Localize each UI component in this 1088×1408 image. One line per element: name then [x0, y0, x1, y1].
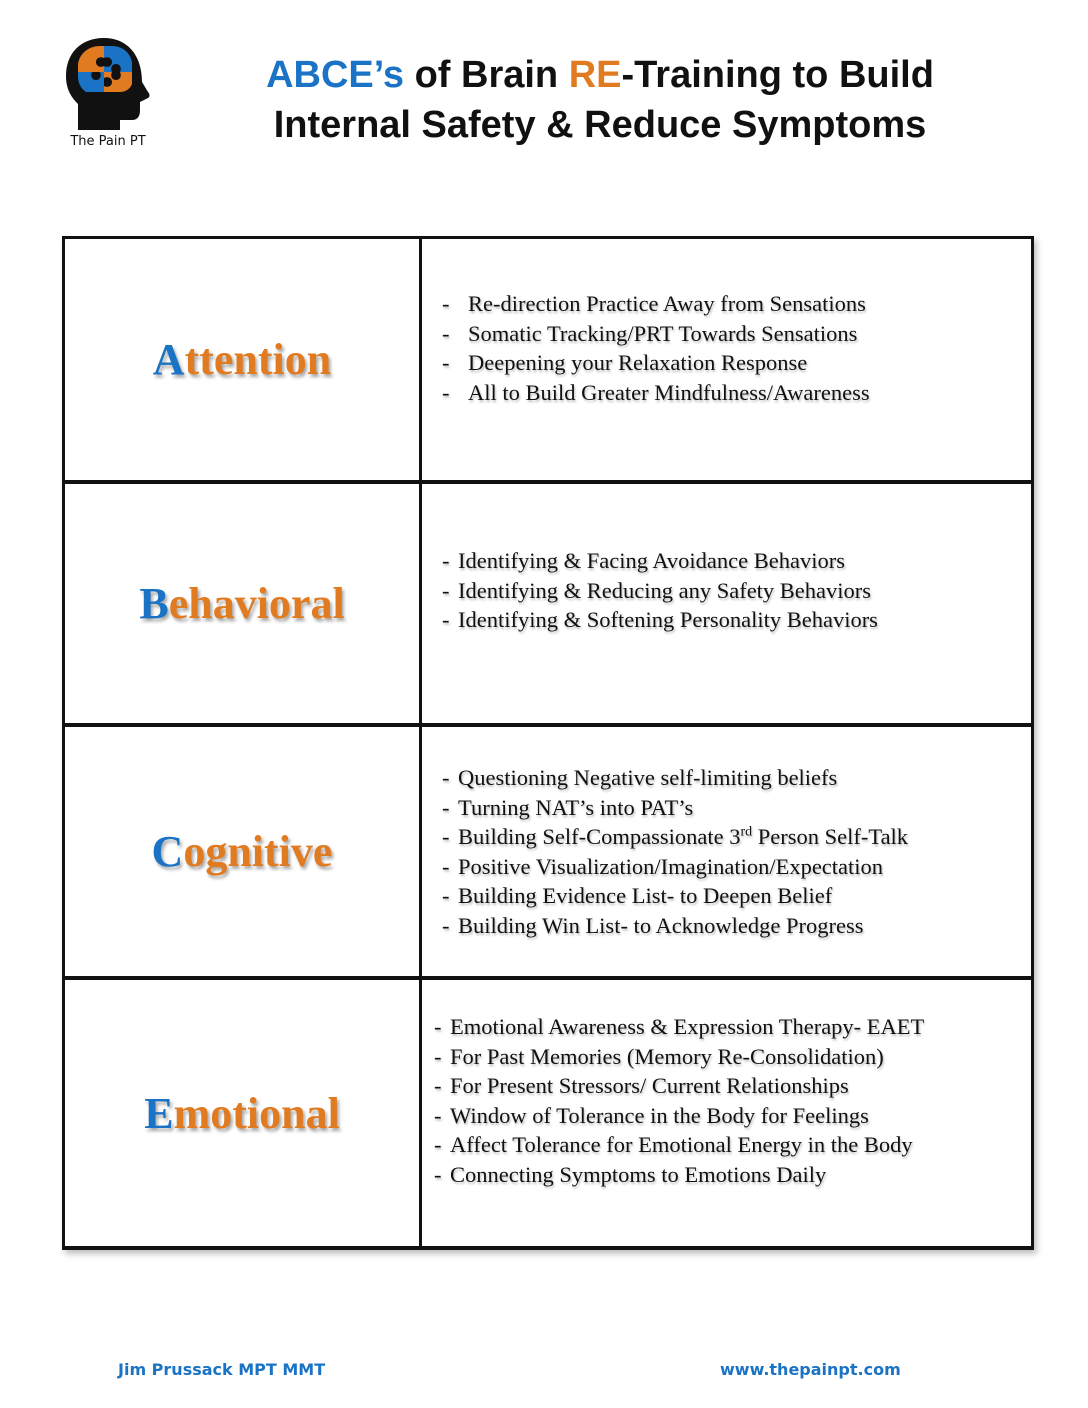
list-item: - Building Win List- to Acknowledge Progress [442, 912, 864, 938]
list-item: - Connecting Symptoms to Emotions Daily [434, 1161, 827, 1187]
category-label-emotional [144, 1088, 340, 1139]
list-item: - Questioning Negative self-limiting beliefs [442, 765, 838, 790]
list-item: - Identifying & Facing Avoidance Behaviors [442, 548, 845, 573]
item-list [442, 289, 1031, 407]
category-rest: motional [173, 1088, 340, 1138]
list-item: - Re-direction Practice Away from Sensations [442, 291, 866, 316]
category-label-attention [153, 334, 331, 385]
head-puzzle-icon [64, 36, 152, 132]
list-item: - For Past Memories (Memory Re-Consolidation) [434, 1043, 884, 1069]
list-item: - Positive Visualization/Imagination/Expectation [442, 853, 884, 879]
label-cell [65, 727, 422, 976]
item-list [442, 546, 1031, 635]
footer-website-link[interactable]: www.thepainpt.com [720, 1360, 901, 1379]
category-label-cognitive [152, 826, 333, 877]
logo [58, 36, 158, 154]
footer-author: Jim Prussack MPT MMT [118, 1360, 326, 1379]
list-item: - Building Self-Compassionate 3rd Person Self-Talk [442, 824, 909, 849]
category-rest: ognitive [183, 827, 333, 876]
title-line-1 [200, 50, 1000, 100]
table-row-emotional [65, 980, 1031, 1250]
label-cell [65, 239, 422, 480]
table-row-attention [65, 239, 1031, 484]
items-cell [422, 980, 1031, 1246]
category-initial: A [152, 335, 185, 384]
category-initial: E [144, 1088, 174, 1138]
label-cell [65, 484, 422, 723]
list-item: - For Present Stressors/ Current Relationships [434, 1073, 849, 1098]
title-training: -Training to Build [621, 54, 934, 96]
items-cell [422, 239, 1031, 480]
category-rest: ehavioral [168, 579, 345, 628]
title-abce: ABCE’s [266, 54, 405, 96]
list-item: - Turning NAT’s into PAT’s [442, 794, 694, 820]
list-item: - Identifying & Softening Personality Behaviors [442, 607, 878, 632]
category-label-behavioral [139, 578, 344, 629]
list-item: - Deepening your Relaxation Response [442, 350, 808, 375]
list-item: - Somatic Tracking/PRT Towards Sensations [442, 320, 858, 346]
list-item: - Window of Tolerance in the Body for Feelings [434, 1102, 869, 1128]
list-item: - Affect Tolerance for Emotional Energy in the Body [434, 1132, 913, 1157]
category-initial: B [139, 579, 169, 628]
list-item: - All to Build Greater Mindfulness/Awareness [442, 379, 870, 405]
logo-caption: The Pain PT [70, 134, 146, 149]
list-item: - Emotional Awareness & Expression Therapy- EAET [434, 1014, 925, 1039]
table-row-cognitive [65, 727, 1031, 980]
items-cell [422, 484, 1031, 723]
list-item: - Identifying & Reducing any Safety Behaviors [442, 577, 872, 603]
list-item: - Building Evidence List- to Deepen Belief [442, 883, 833, 908]
table-row-behavioral [65, 484, 1031, 727]
page-title [200, 50, 1000, 150]
title-line-2: Internal Safety & Reduce Symptoms [273, 104, 927, 146]
abce-table [62, 236, 1034, 1250]
title-of-brain: of Brain [404, 54, 569, 96]
category-rest: ttention [184, 335, 332, 384]
category-initial: C [151, 827, 184, 876]
items-cell [422, 727, 1031, 976]
title-re: RE [568, 54, 622, 96]
item-list [442, 763, 1031, 940]
label-cell [65, 980, 422, 1246]
item-list [434, 1012, 1031, 1189]
